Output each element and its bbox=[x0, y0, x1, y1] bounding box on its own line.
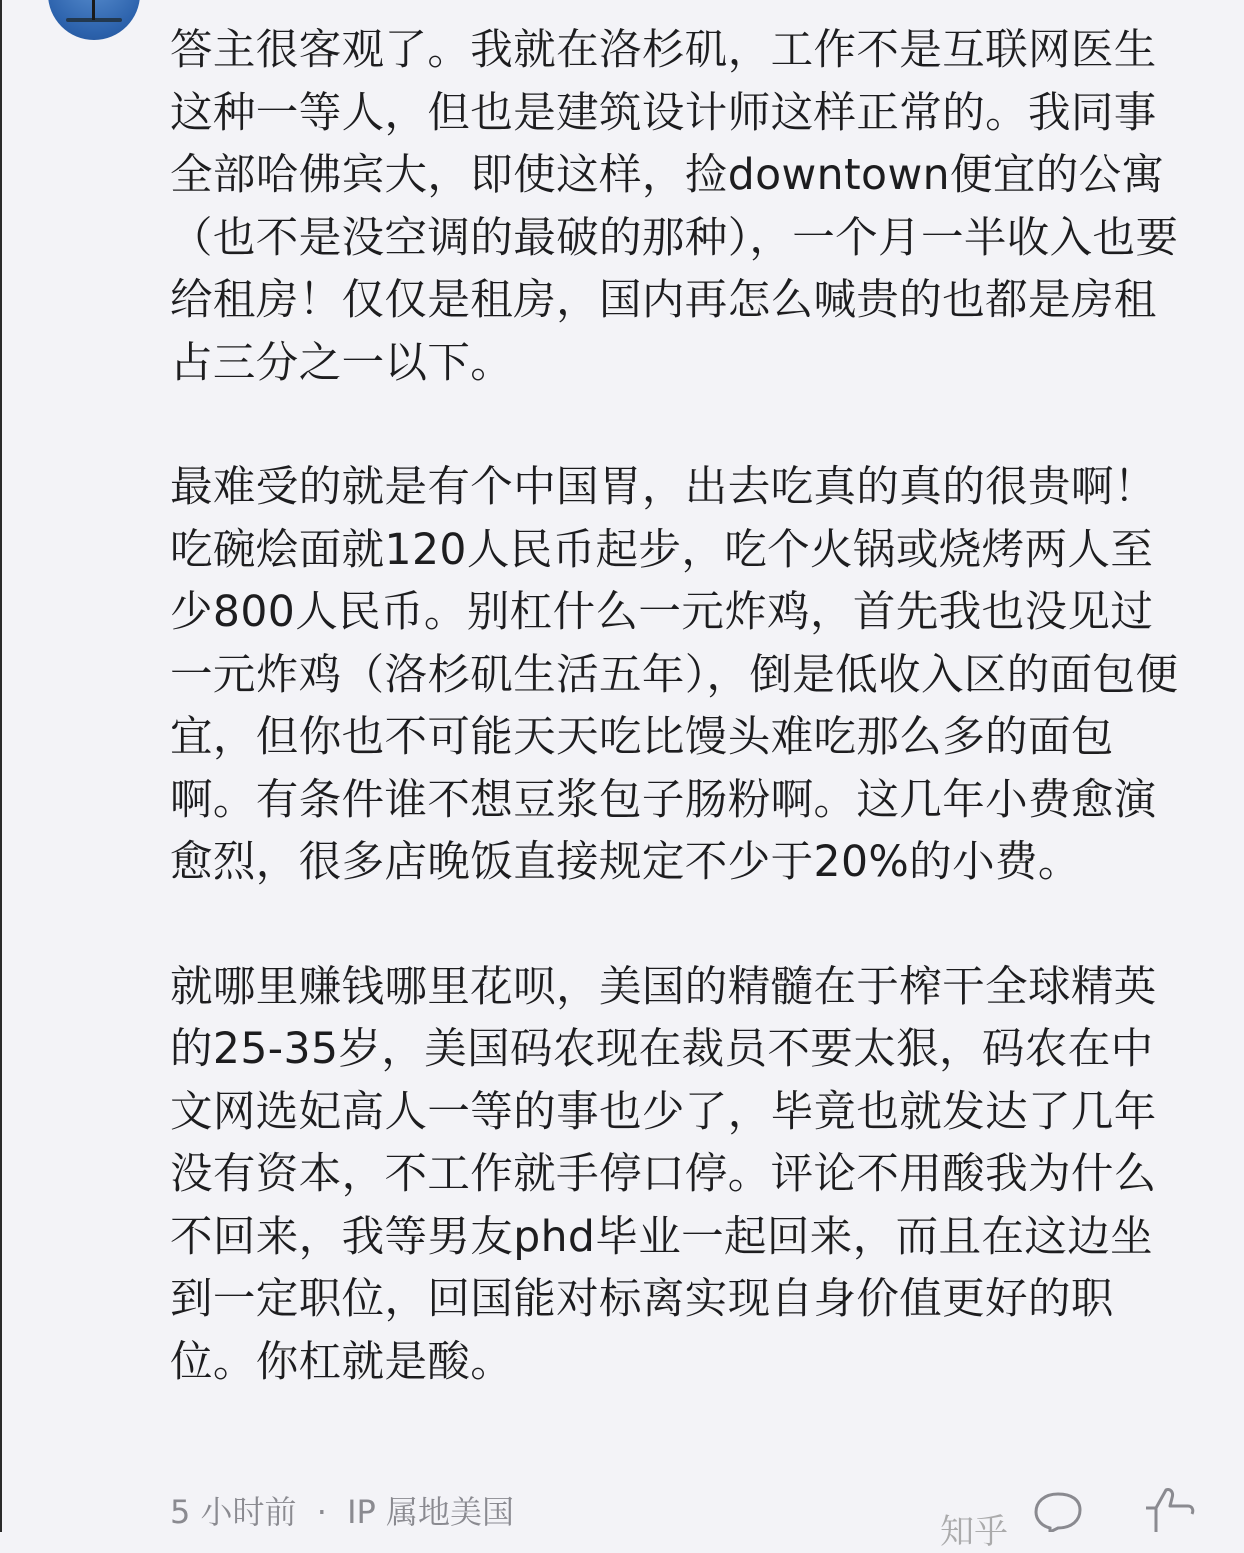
watermark-text: 知乎 bbox=[940, 1512, 1008, 1552]
comment-bubble-icon[interactable] bbox=[1032, 1490, 1084, 1536]
comment-body bbox=[170, 20, 1180, 1394]
thumbs-up-icon[interactable] bbox=[1140, 1486, 1196, 1536]
comment-paragraph: 最难受的就是有个中国胃，出去吃真的真的很贵啊！吃碗烩面就120人民币起步，吃个火锅或烧烤两人至少800人民币。别杠什么一元炸鸡，首先我也没见过一元炸鸡（洛杉矶生活五年），倒是低收入区的面包便宜，但你也不可能天天吃比馒头难吃那么多的面包啊。有条件谁不想豆浆包子肠粉啊。这几年小费愈演愈烈，很多店晚饭直接规定不少于20%的小费。 bbox=[170, 463, 1179, 887]
avatar[interactable] bbox=[48, 0, 140, 40]
comment-meta bbox=[170, 1490, 514, 1534]
avatar-figure bbox=[92, 0, 95, 20]
comment-time: 5 小时前 bbox=[170, 1493, 297, 1531]
meta-separator: · bbox=[316, 1493, 327, 1531]
screen-edge bbox=[0, 0, 2, 1532]
comment-paragraph: 答主很客观了。我就在洛杉矶，工作不是互联网医生这种一等人，但也是建筑设计师这样正常的。我同事全部哈佛宾大，即使这样，捡downtown便宜的公寓（也不是没空调的最破的那种），一个月一半收入也要给租房！仅仅是租房，国内再怎么喊贵的也都是房租占三分之一以下。 bbox=[170, 26, 1179, 388]
ip-location: IP 属地美国 bbox=[347, 1493, 514, 1531]
comment-paragraph: 就哪里赚钱哪里花呗，美国的精髓在于榨干全球精英的25-35岁，美国码农现在裁员不要太狠，码农在中文网选妃高人一等的事也少了，毕竟也就发达了几年没有资本，不工作就手停口停。评论不用酸我为什么不回来，我等男友phd毕业一起回来，而且在这边坐到一定职位，回国能对标离实现自身价值更好的职位。你杠就是酸。 bbox=[170, 962, 1157, 1387]
